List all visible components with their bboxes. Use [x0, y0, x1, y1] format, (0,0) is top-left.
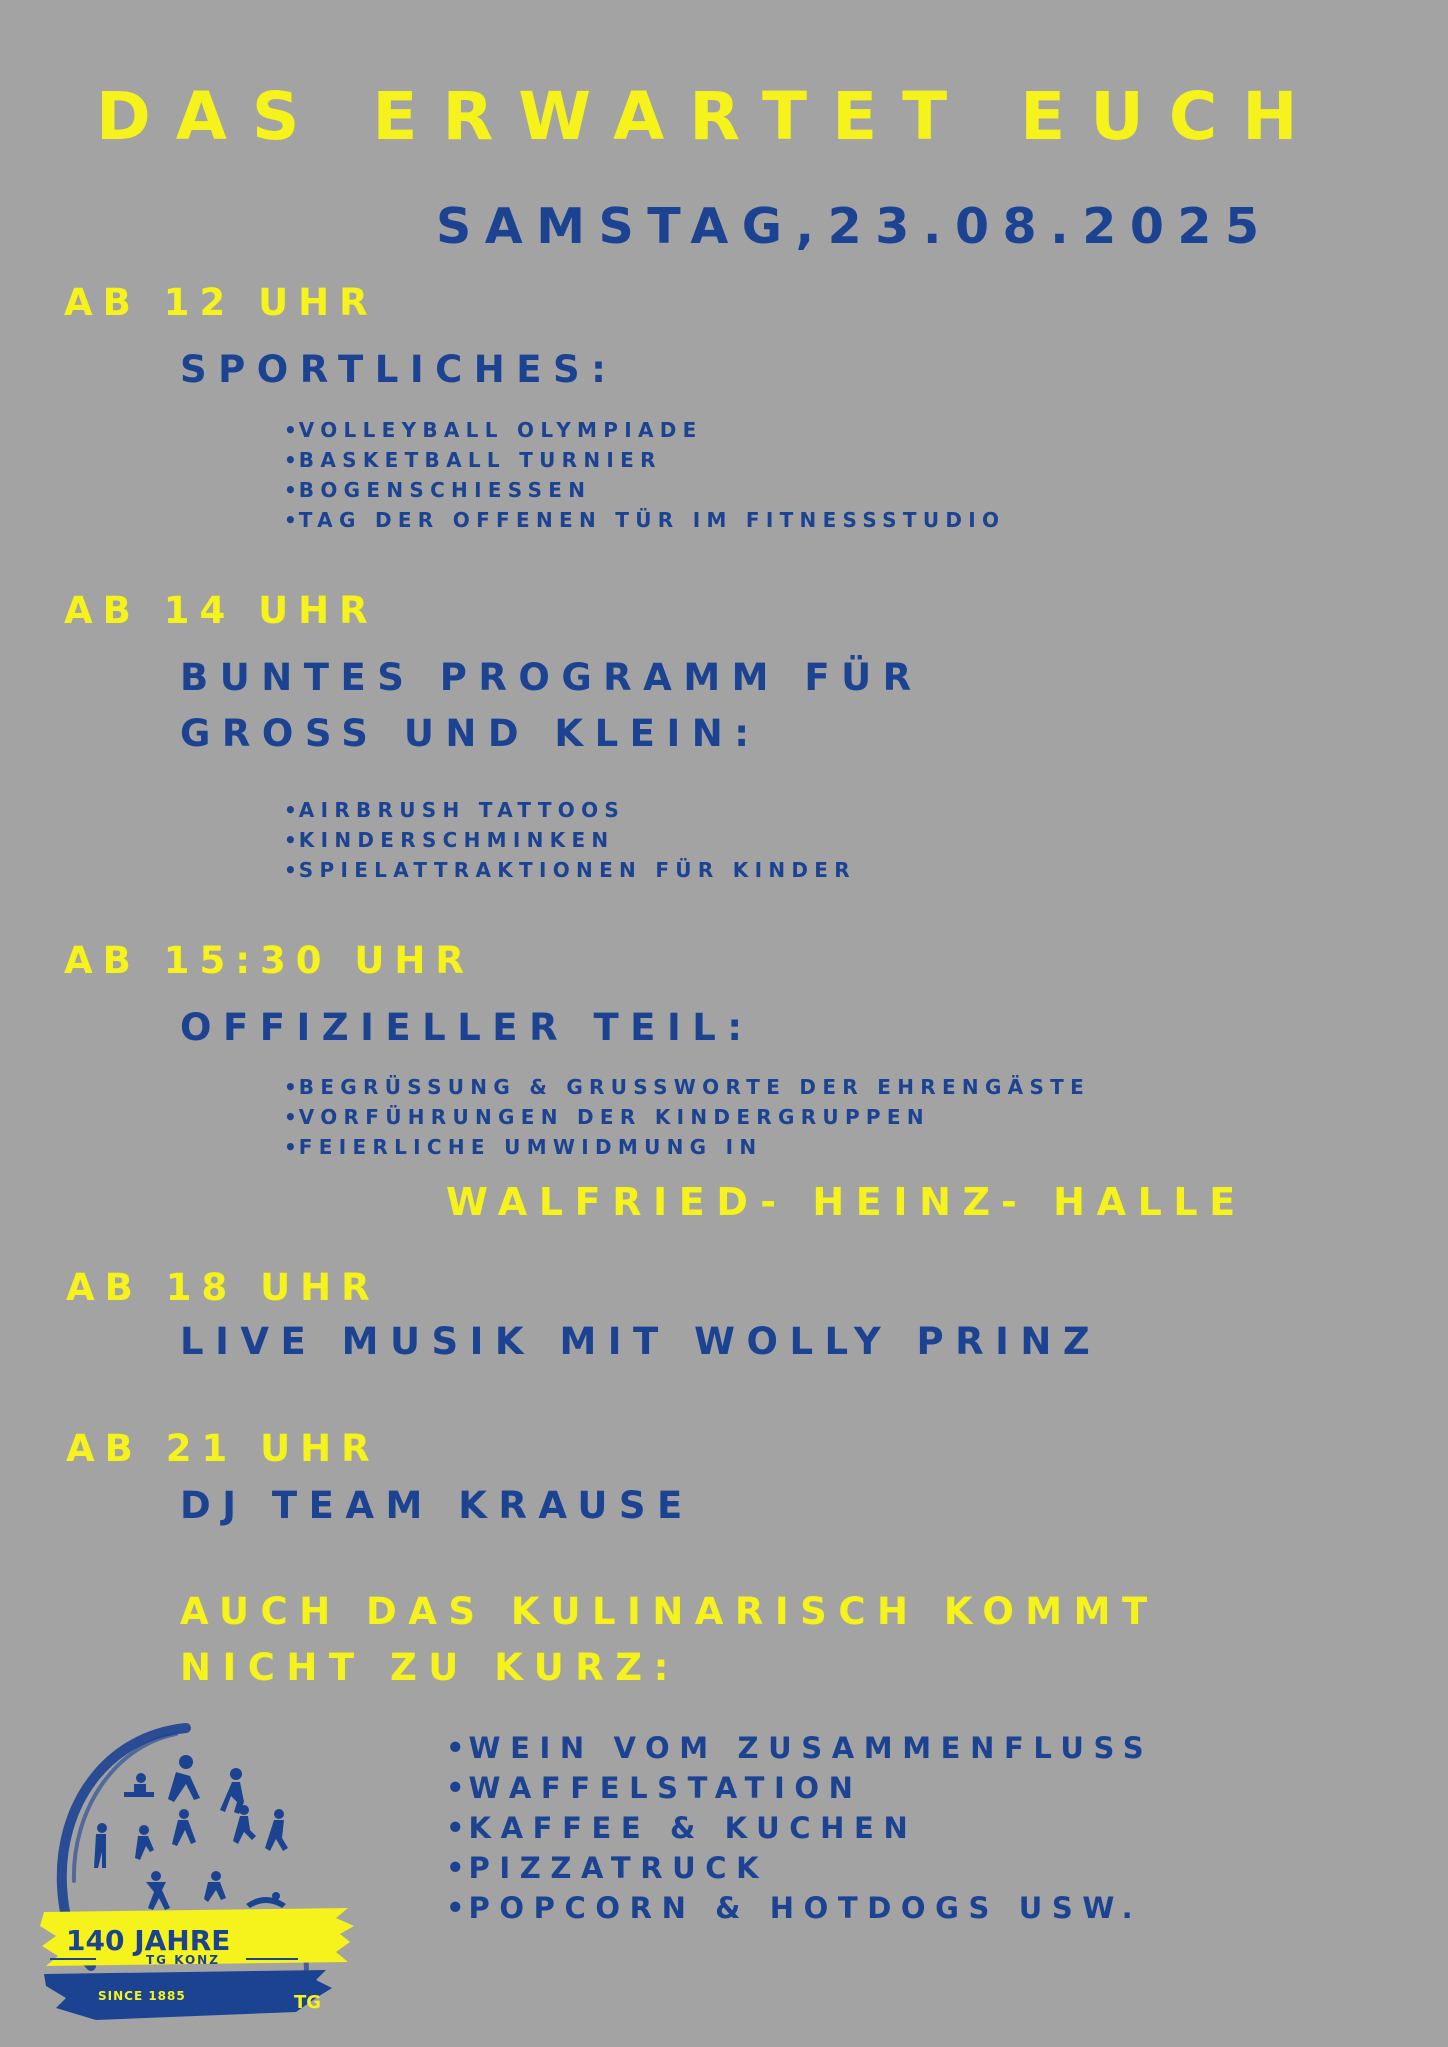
- time-label-12: AB 12 UHR: [64, 281, 378, 324]
- page-title: DAS ERWARTET EUCH: [96, 78, 1323, 155]
- list-item: • BEGRÜSSUNG & GRUSSWORTE DER EHRENGÄSTE: [284, 1072, 1090, 1102]
- list-item: • KAFFEE & KUCHEN: [446, 1808, 1153, 1848]
- food-heading: [180, 1584, 1159, 1696]
- list-item: • PIZZATRUCK: [446, 1848, 1153, 1888]
- club-text: TG KONZ: [146, 1953, 220, 1967]
- list-item: • POPCORN & HOTDOGS USW.: [446, 1888, 1153, 1928]
- since-text: SINCE 1885: [98, 1989, 186, 2003]
- event-date: SAMSTAG,23.08.2025: [436, 198, 1273, 255]
- club-logo: [36, 1716, 356, 2032]
- heading-line: BUNTES PROGRAMM FÜR: [180, 656, 923, 699]
- official-list: [284, 1072, 1090, 1162]
- time-label-1530: AB 15:30 UHR: [64, 939, 474, 982]
- sport-list: [284, 415, 1005, 535]
- heading-line: NICHT ZU KURZ:: [180, 1646, 680, 1689]
- list-item: • BOGENSCHIESSEN: [284, 475, 1005, 505]
- anniversary-text: 140 JAHRE: [66, 1924, 231, 1957]
- time-label-18: AB 18 UHR: [66, 1266, 380, 1309]
- list-item: • FEIERLICHE UMWIDMUNG IN: [284, 1132, 1090, 1162]
- time-label-14: AB 14 UHR: [64, 589, 378, 632]
- food-list: [446, 1728, 1153, 1928]
- section-heading-music: LIVE MUSIK MIT WOLLY PRINZ: [180, 1320, 1102, 1363]
- program-list: [284, 795, 856, 885]
- sport-figures-icon: [94, 1755, 288, 1910]
- section-heading-program: [180, 650, 923, 762]
- list-item: • VORFÜHRUNGEN DER KINDERGRUPPEN: [284, 1102, 1090, 1132]
- list-item: • WAFFELSTATION: [446, 1768, 1153, 1808]
- section-heading-dj: DJ TEAM KRAUSE: [180, 1484, 694, 1527]
- list-item: • SPIELATTRAKTIONEN FÜR KINDER: [284, 855, 856, 885]
- time-label-21: AB 21 UHR: [66, 1427, 380, 1470]
- list-item: • AIRBRUSH TATTOOS: [284, 795, 856, 825]
- list-item: • WEIN VOM ZUSAMMENFLUSS: [446, 1728, 1153, 1768]
- heading-line: GROSS UND KLEIN:: [180, 712, 761, 755]
- hall-name: WALFRIED- HEINZ- HALLE: [446, 1180, 1247, 1224]
- list-item: • VOLLEYBALL OLYMPIADE: [284, 415, 1005, 445]
- list-item: • TAG DER OFFENEN TÜR IM FITNESSSTUDIO: [284, 505, 1005, 535]
- list-item: • BASKETBALL TURNIER: [284, 445, 1005, 475]
- tg-mark: TG: [294, 1992, 322, 2013]
- logo-graphic: [36, 1716, 356, 2032]
- section-heading-sport: SPORTLICHES:: [180, 348, 618, 391]
- list-item: • KINDERSCHMINKEN: [284, 825, 856, 855]
- section-heading-official: OFFIZIELLER TEIL:: [180, 1006, 754, 1049]
- heading-line: AUCH DAS KULINARISCH KOMMT: [180, 1590, 1159, 1633]
